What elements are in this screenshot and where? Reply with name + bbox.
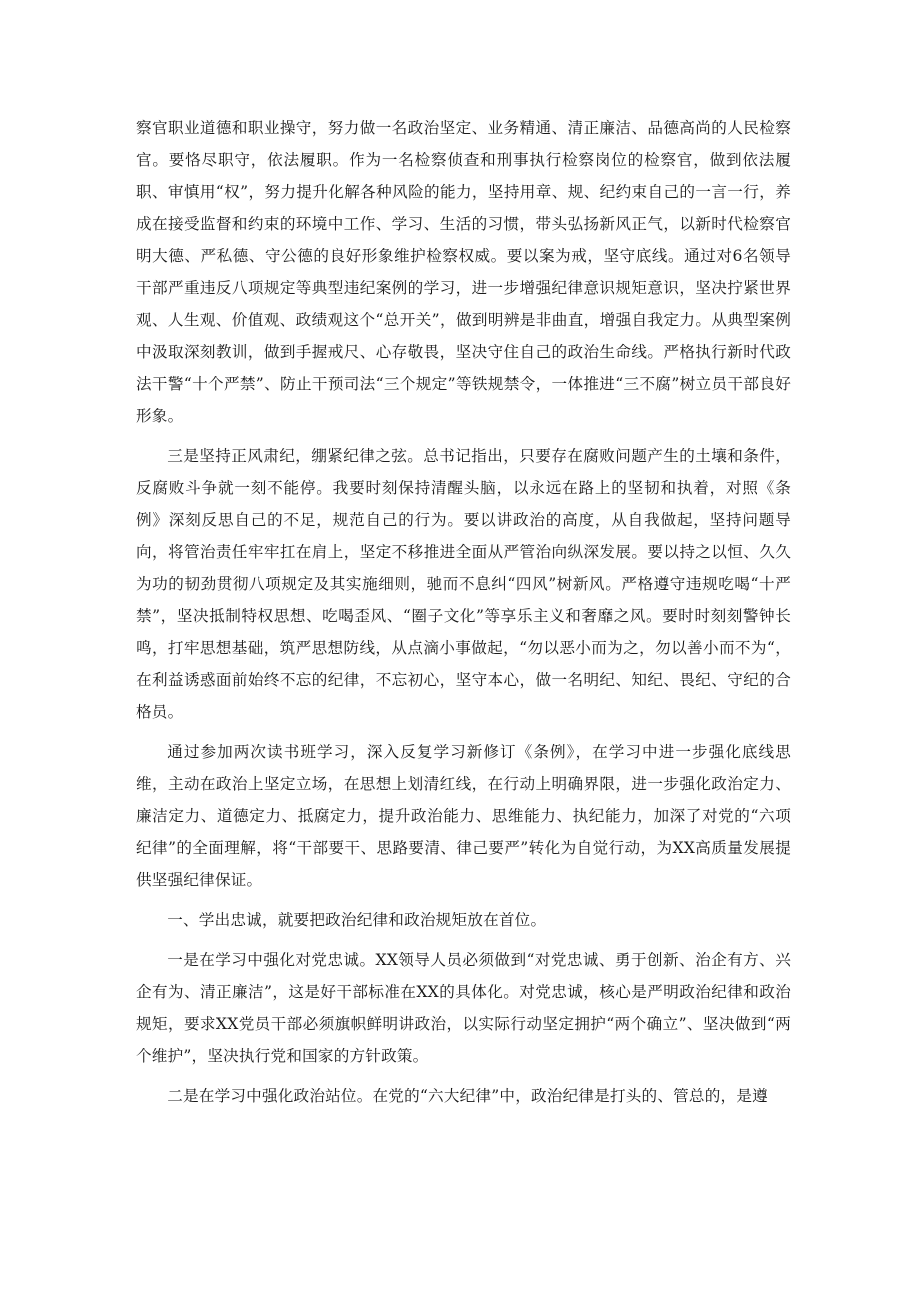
- document-page: [136, 112, 791, 1112]
- paragraph-point-two: 二是在学习中强化政治站位。在党的“六大纪律”中，政治纪律是打头的、管总的，是遵: [167, 1087, 768, 1105]
- paragraph-continuation: 察官职业道德和职业操守，努力做一名政治坚定、业务精通、清正廉洁、品德高尚的人民检察官。要恪尽职守，依法履职。作为一名检察侦查和刑事执行检察岗位的检察官，做到依法履职、审慎用“权”，努力提升化解各种风险的能力，坚持用章、规、纪约束自己的一言一行，养成在接受监督和约束的环境中工作、学习、生活的习惯，带头弘扬新风正气，以新时代检察官明大德、严私德、守公德的良好形象维护检察权威。要以案为戒，坚守底线。通过对6名领导干部严重违反八项规定等典型违纪案例的学习，进一步增强纪律意识规矩意识，坚决拧紧世界观、人生观、价值观、政绩观这个“总开关”，做到明辨是非曲直，增强自我定力。从典型案例中汲取深刻教训，做到手握戒尺、心存敬畏，坚决守住自己的政治生命线。严格执行新时代政法干警“十个严禁”、防止干预司法“三个规定”等铁规禁令，一体推进“三不腐”树立员干部良好形象。: [136, 119, 791, 425]
- paragraph-summary: 通过参加两次读书班学习，深入反复学习新修订《条例》，在学习中进一步强化底线思维，主动在政治上坚定立场，在思想上划清红线，在行动上明确界限，进一步强化政治定力、廉洁定力、道德定力、抵腐定力，提升政治能力、思维能力、执纪能力，加深了对党的“六项纪律”的全面理解，将“干部要干、思路要清、律己要严”转化为自觉行动，为XX高质量发展提供坚强纪律保证。: [136, 743, 791, 889]
- paragraph-point-one: 一是在学习中强化对党忠诚。XX领导人员必须做到“对党忠诚、勇于创新、治企有方、兴企有为、清正廉洁”，这是好干部标准在XX的具体化。对党忠诚，核心是严明政治纪律和政治规矩，要求XX党员干部必须旗帜鲜明讲政治，以实际行动坚定拥护“两个确立”、坚决做到“两个维护”，坚决执行党和国家的方针政策。: [136, 951, 791, 1065]
- paragraph-point-three: 三是坚持正风肃纪，绷紧纪律之弦。总书记指出，只要存在腐败问题产生的土壤和条件，反腐败斗争就一刻不能停。我要时刻保持清醒头脑，以永远在路上的坚韧和执着，对照《条例》深刻反思自己的不足，规范自己的行为。要以讲政治的高度，从自我做起，坚持问题导向，将管治责任牢牢扛在肩上，坚定不移推进全面从严管治向纵深发展。要以持之以恒、久久为功的韧劲贯彻八项规定及其实施细则，驰而不息纠“四风”树新风。严格遵守违规吃喝“十严禁”，坚决抵制特权思想、吃喝歪风、“圈子文化”等享乐主义和奢靡之风。要时时刻刻警钟长鸣，打牢思想基础，筑严思想防线，从点滴小事做起，“勿以恶小而为之，勿以善小而不为“，在利益诱惑面前始终不忘的纪律，不忘初心，坚守本心，做一名明纪、知纪、畏纪、守纪的合格员。: [136, 447, 791, 721]
- section-heading-one: 一、学出忠诚，就要把政治纪律和政治规矩放在首位。: [167, 911, 547, 929]
